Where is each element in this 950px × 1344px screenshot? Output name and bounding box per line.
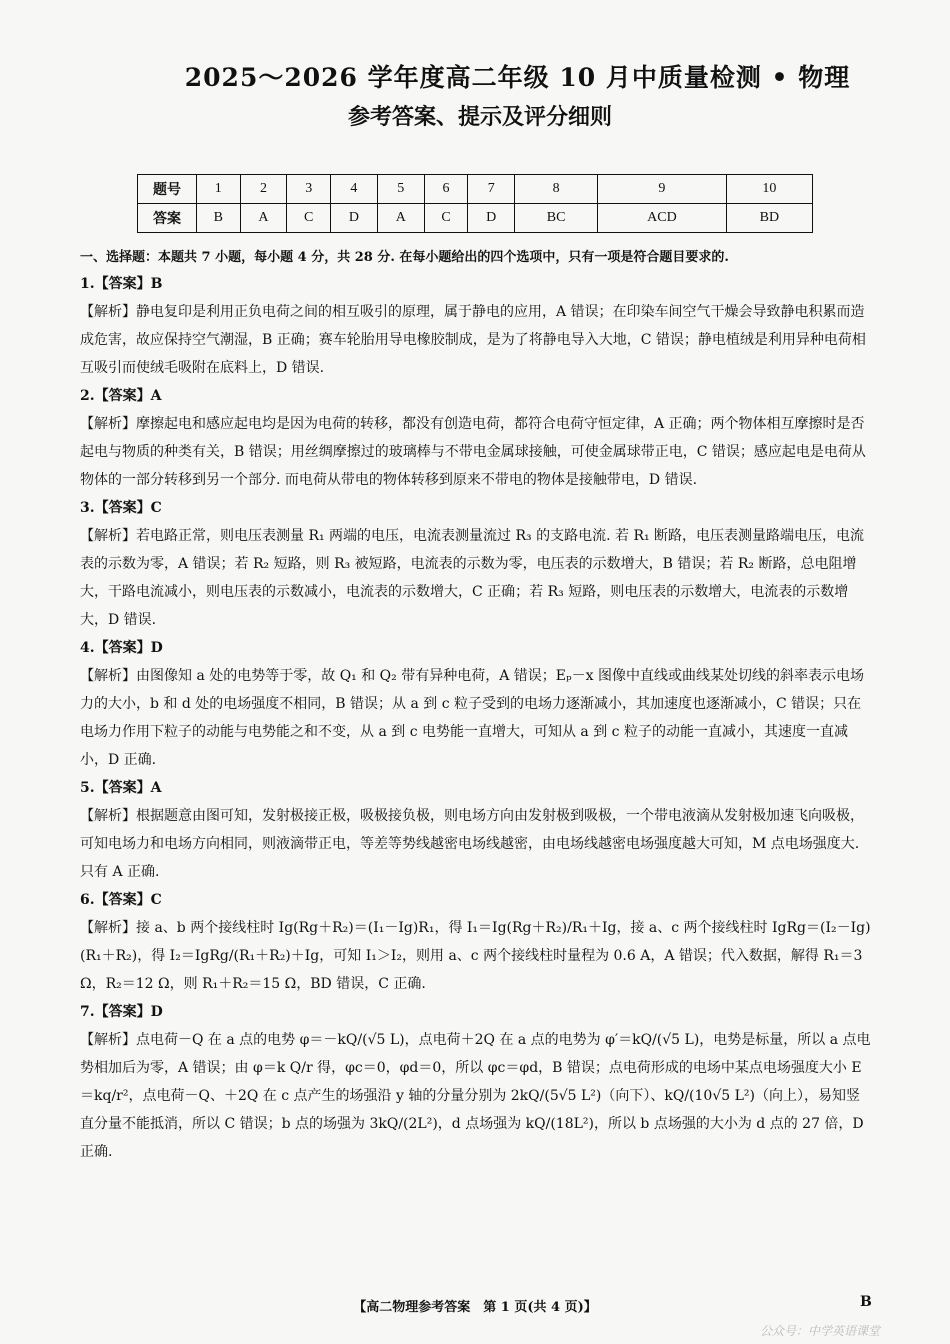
table-cell: 2	[240, 175, 287, 204]
table-cell: 4	[330, 175, 377, 204]
table-cell: ACD	[598, 204, 727, 233]
question-block	[80, 270, 872, 382]
table-cell: 3	[287, 175, 331, 204]
table-cell: 7	[468, 175, 515, 204]
watermark: 公众号：中学英语课堂	[760, 1324, 881, 1338]
question-answer-tag: 7.【答案】D	[80, 1004, 163, 1020]
question-analysis: 【解析】静电复印是利用正负电荷之间的相互吸引的原理，属于静电的应用，A 错误；在印染车间空气干燥会导致静电积累而造成危害，故应保持空气潮湿，B 正确；赛车轮胎用导电橡胶制成，是为了将静电导入大地，C 错误；静电植绒是利用异种电荷相互吸引而使绒毛吸附在底料上，D 错误.	[80, 304, 866, 376]
table-cell: B	[197, 204, 241, 233]
table-cell: C	[424, 204, 468, 233]
question-block	[80, 774, 872, 886]
table-cell: 5	[377, 175, 424, 204]
question-block	[80, 494, 872, 634]
table-cell: C	[287, 204, 331, 233]
table-cell: A	[240, 204, 287, 233]
question-analysis: 【解析】接 a、b 两个接线柱时 Ig(Rg＋R₂)＝(I₁－Ig)R₁，得 I₁＝Ig(Rg＋R₂)/R₁＋Ig，接 a、c 两个接线柱时 IgRg＝(I₂－Ig)(R₁＋R₂)，得 I₂＝IgRg/(R₁＋R₂)＋Ig，可知 I₁＞I₂，则用 a、c 两个接线柱时量程为 0.6 A，A 错误；代入数据，解得 R₁＝3 Ω，R₂＝12 Ω，则 R₁＋R₂＝15 Ω，BD 错误，C 正确.	[80, 920, 871, 992]
table-row-numbers	[138, 175, 813, 204]
table-cell: BC	[515, 204, 598, 233]
section-heading: 一、选择题：本题共 7 小题，每小题 4 分，共 28 分. 在每小题给出的四个选项中，只有一项是符合题目要求的.	[80, 250, 729, 265]
question-answer-tag: 2.【答案】A	[80, 388, 162, 404]
table-cell: 10	[726, 175, 812, 204]
question-block	[80, 998, 872, 1166]
table-row-answers	[138, 204, 813, 233]
page-title: 2025～2026 学年度高二年级 10 月中质量检测 • 物理	[184, 63, 851, 92]
question-answer-tag: 4.【答案】D	[80, 640, 163, 656]
table-cell: 9	[598, 175, 727, 204]
table-cell: 8	[515, 175, 598, 204]
question-block	[80, 634, 872, 774]
table-cell: A	[377, 204, 424, 233]
page-footer: 【高二物理参考答案 第 1 页(共 4 页)】	[353, 1300, 597, 1315]
table-cell: 1	[197, 175, 241, 204]
table-cell: D	[330, 204, 377, 233]
question-answer-tag: 6.【答案】C	[80, 892, 162, 908]
table-cell: 6	[424, 175, 468, 204]
question-answer-tag: 3.【答案】C	[80, 500, 162, 516]
question-analysis: 【解析】摩擦起电和感应起电均是因为电荷的转移，都没有创造电荷，都符合电荷守恒定律，A 正确；两个物体相互摩擦时是否起电与物质的种类有关，B 错误；用丝绸摩擦过的玻璃棒与不带电金属球接触，可使金属球带正电，C 错误；感应起电是电荷从物体的一部分转移到另一个部分. 而电荷从带电的物体转移到原来不带电的物体是接触带电，D 错误.	[80, 416, 866, 488]
question-analysis: 【解析】根据题意由图可知，发射极接正极，吸极接负极，则电场方向由发射极到吸极，一个带电液滴从发射极加速飞向吸极，可知电场力和电场方向相同，则液滴带正电，等差等势线越密电场线越密，由电场线越密电场强度越大可知，M 点电场强度大. 只有 A 正确.	[80, 808, 864, 880]
table-header-answer: 答案	[138, 204, 197, 233]
answer-table	[137, 174, 813, 233]
question-block	[80, 886, 872, 998]
question-answer-tag: 5.【答案】A	[80, 780, 162, 796]
question-answer-tag: 1.【答案】B	[80, 276, 163, 292]
table-header-number: 题号	[138, 175, 197, 204]
version-label: B	[860, 1294, 872, 1310]
question-analysis: 【解析】点电荷－Q 在 a 点的电势 φ＝－kQ/(√5 L)，点电荷＋2Q 在 a 点的电势为 φ′＝kQ/(√5 L)，电势是标量，所以 a 点电势相加后为零，A 错误；由 φ＝k Q/r 得，φc＝0，φd＝0，所以 φc＝φd，B 错误；点电荷形成的电场中某点电场强度大小 E＝kq/r²，点电荷－Q、＋2Q 在 c 点产生的场强沿 y 轴的分量分别为 2kQ/(5√5 L²)（向下）、kQ/(10√5 L²)（向上），易知竖直分量不能抵消，所以 C 错误；b 点的场强为 3kQ/(2L²)，d 点场强为 kQ/(18L²)，所以 b 点场强的大小为 d 点的 27 倍，D 正确.	[80, 1032, 871, 1160]
page-subtitle: 参考答案、提示及评分细则	[347, 104, 612, 130]
question-block	[80, 382, 872, 494]
question-analysis: 【解析】由图像知 a 处的电势等于零，故 Q₁ 和 Q₂ 带有异种电荷，A 错误；Eₚ－x 图像中直线或曲线某处切线的斜率表示电场力的大小，b 和 d 处的电场强度不相同，B 错误；从 a 到 c 粒子受到的电场力逐渐减小，其加速度也逐渐减小，C 错误；只在电场力作用下粒子的动能与电势能之和不变，从 a 到 c 电势能一直增大，可知从 a 到 c 粒子的动能一直减小，其速度一直减小，D 正确.	[80, 668, 864, 768]
solutions-body	[80, 270, 872, 1166]
table-cell: D	[468, 204, 515, 233]
table-cell: BD	[726, 204, 812, 233]
question-analysis: 【解析】若电路正常，则电压表测量 R₁ 两端的电压，电流表测量流过 R₃ 的支路电流. 若 R₁ 断路，电压表测量路端电压，电流表的示数为零，A 错误；若 R₂ 短路，则 R₃ 被短路，电流表的示数为零，电压表的示数增大，B 错误；若 R₂ 断路，总电阻增大，干路电流减小，则电压表的示数减小，电流表的示数增大，C 正确；若 R₃ 短路，则电压表的示数增大，电流表的示数增大，D 错误.	[80, 528, 865, 628]
